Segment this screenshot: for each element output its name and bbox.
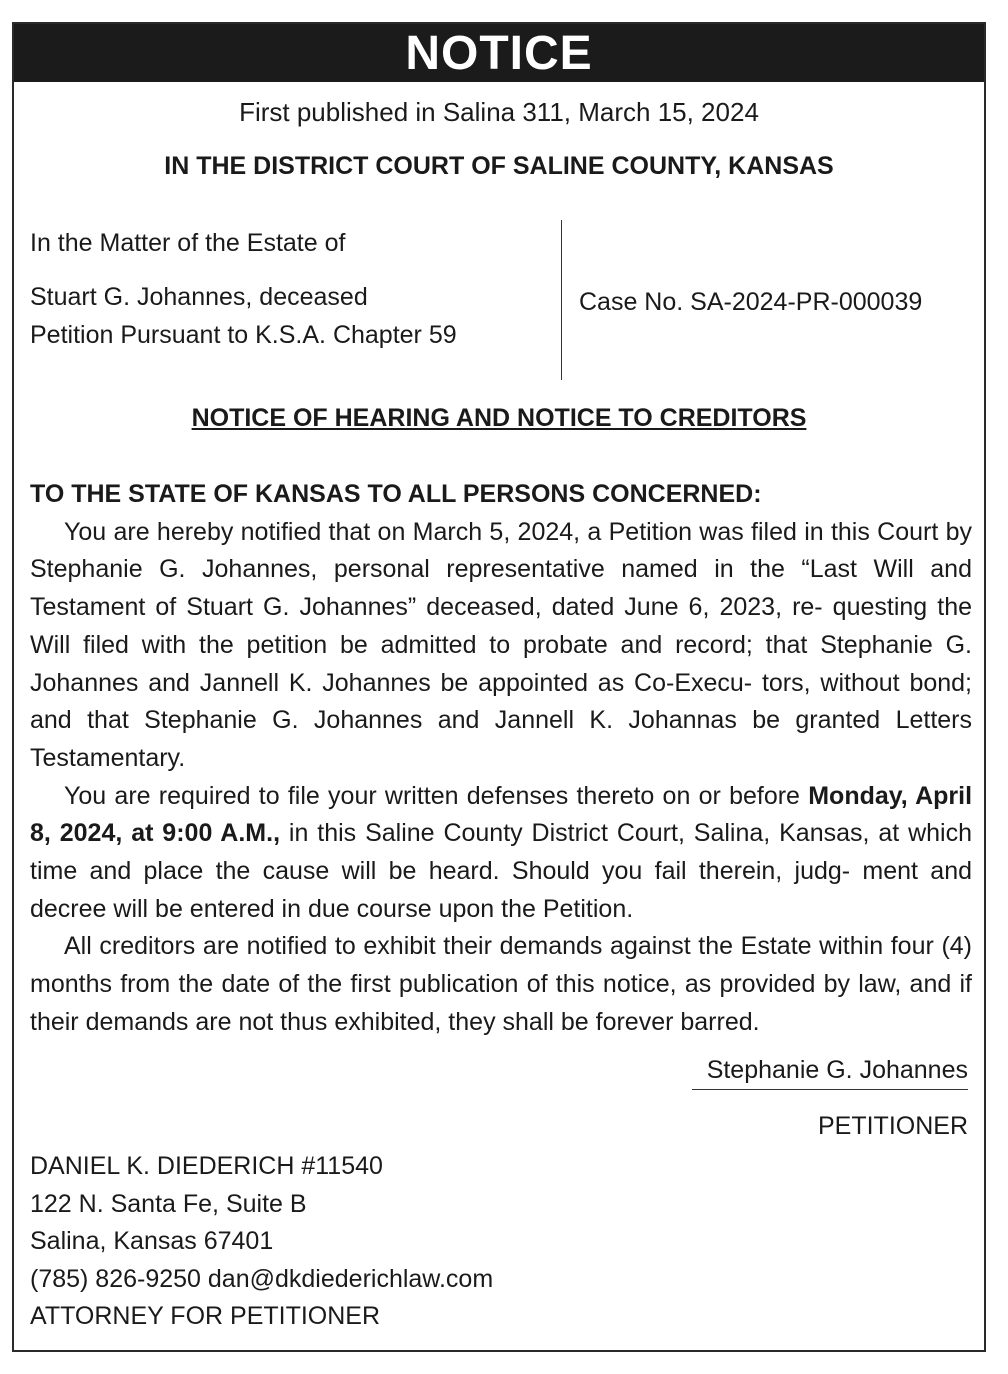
petitioner-signature: Stephanie G. Johannes bbox=[692, 1056, 968, 1090]
notice-frame bbox=[12, 22, 986, 1352]
notice-banner: NOTICE bbox=[14, 24, 984, 82]
defenses-text: You are required to file your written defenses thereto on or before bbox=[64, 781, 800, 810]
attorney-name: DANIEL K. DIEDERICH #11540 bbox=[30, 1152, 383, 1180]
attorney-city: Salina, Kansas 67401 bbox=[30, 1227, 274, 1256]
hearing-date: Monday, April 8, 2024, at 9:00 A.M., bbox=[30, 781, 973, 848]
defenses-text-rest: in this Saline County District Court, Salina, Kansas, at which time and place the cause will be heard. Should you fail therein, judg- ment and decree will be entered in due course upon the Petition. bbox=[30, 819, 972, 923]
paragraph-petition: You are hereby notified that on March 5, 2024, a Petition was filed in this Court by Stephanie G. Johannes, personal representative named in the “Last Will and Testament of Stuart G. Johannes” deceased, dated June 6, 2023, re- questing the Will filed with the petition be admitted to probate and record; that Stephanie G. Johannes and Jannell K. Johannes be appointed as Co-Execu- tors, without bond; and that Stephanie G. Johannes and Jannell K. Johannas be granted Letters Testamentary. bbox=[30, 517, 972, 772]
attorney-block bbox=[30, 1148, 493, 1336]
petitioner-label: PETITIONER bbox=[817, 1112, 968, 1140]
court-title: IN THE DISTRICT COURT OF SALINE COUNTY, KANSAS bbox=[164, 152, 834, 180]
notice-heading: NOTICE OF HEARING AND NOTICE TO CREDITORS bbox=[191, 404, 807, 432]
paragraph-defenses bbox=[30, 778, 972, 929]
caption-divider bbox=[561, 220, 562, 380]
matter-line-deceased: Stuart G. Johannes, deceased bbox=[30, 283, 368, 311]
attorney-contact: (785) 826-9250 dan@dkdiederichlaw.com bbox=[30, 1264, 494, 1293]
paragraph-creditors: All creditors are notified to exhibit their demands against the Estate within four (4) months from the date of the first publication of this notice, as provided by law, and if their demands are not thus exhibited, they shall be forever barred. bbox=[30, 932, 972, 1036]
matter-block bbox=[30, 224, 457, 354]
matter-line-petition: Petition Pursuant to K.S.A. Chapter 59 bbox=[30, 321, 457, 349]
publication-line: First published in Salina 311, March 15, 2024 bbox=[239, 97, 759, 127]
case-number: Case No. SA-2024-PR-000039 bbox=[579, 288, 923, 316]
notice-body bbox=[30, 476, 972, 1042]
attorney-role: ATTORNEY FOR PETITIONER bbox=[30, 1302, 381, 1331]
matter-line-estate: In the Matter of the Estate of bbox=[30, 229, 346, 257]
address-line: TO THE STATE OF KANSAS TO ALL PERSONS CONCERNED: bbox=[30, 480, 762, 508]
attorney-street: 122 N. Santa Fe, Suite B bbox=[30, 1189, 307, 1218]
